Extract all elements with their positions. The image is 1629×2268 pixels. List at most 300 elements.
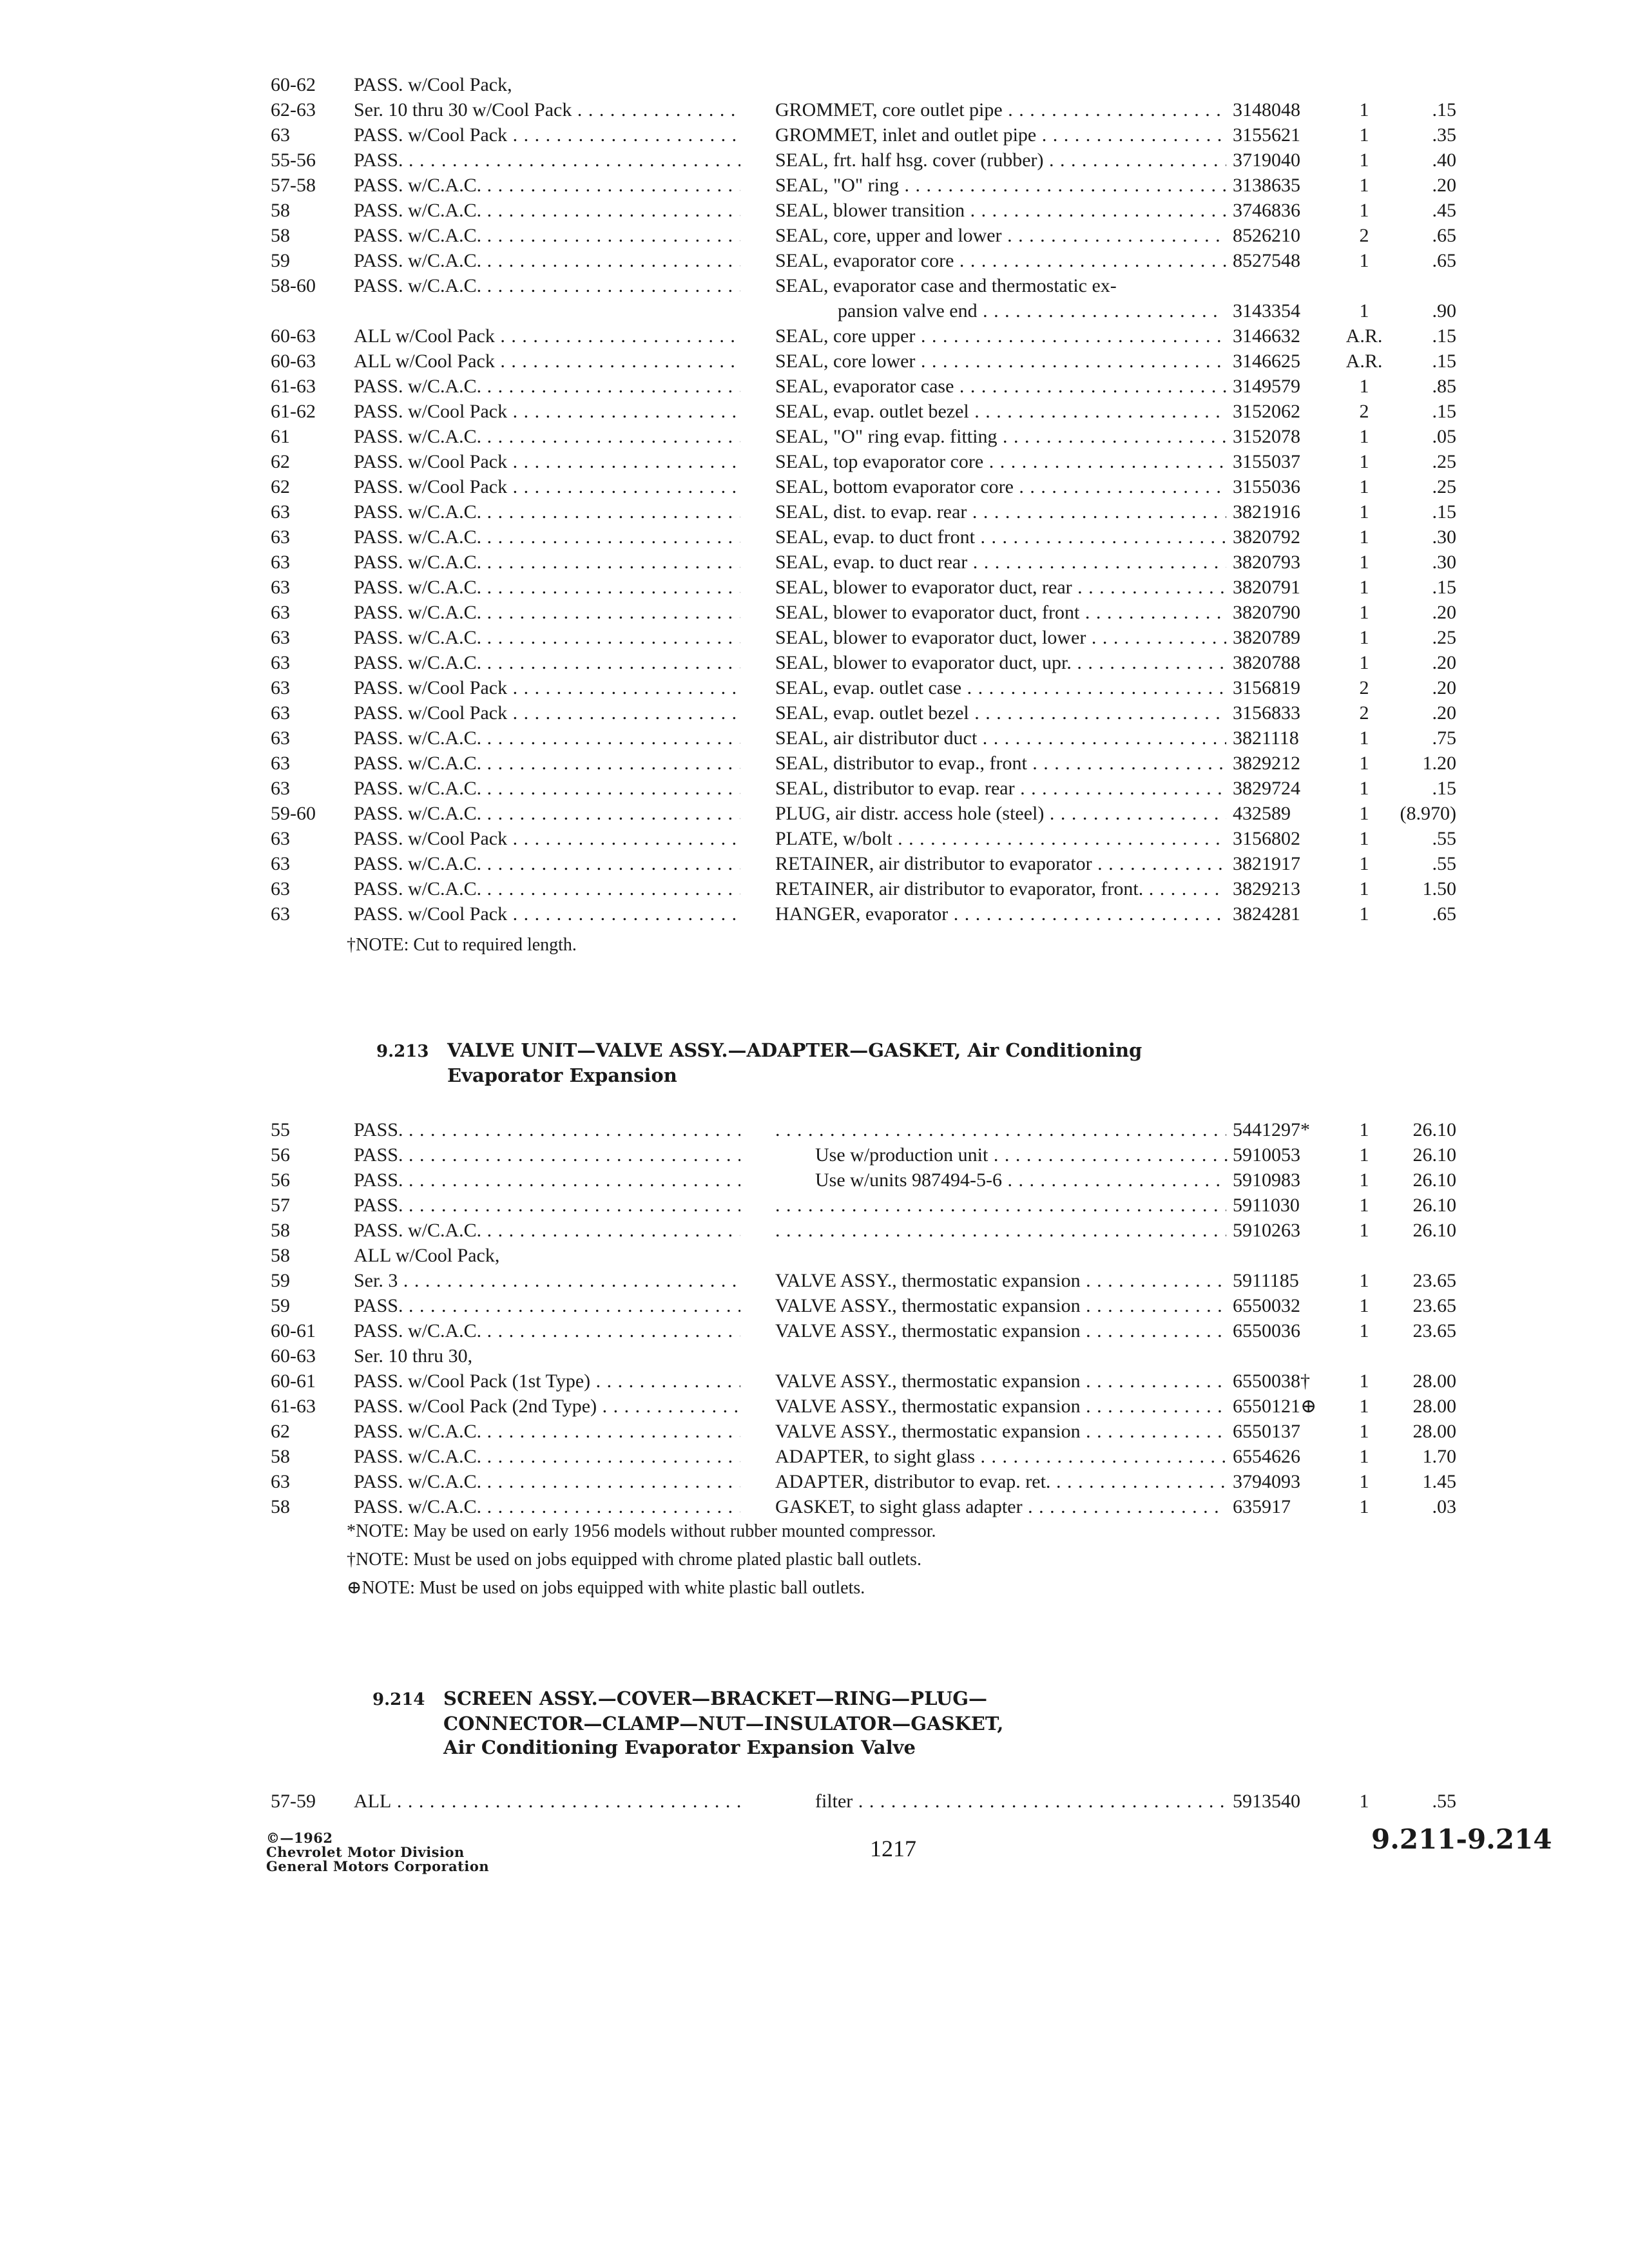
table-row [0, 148, 1629, 173]
part-description: pansion valve end . . . [838, 298, 1224, 323]
list-price: 1.20 [1422, 753, 1456, 774]
table-row [0, 474, 1629, 499]
list-price: .65 [1432, 903, 1456, 925]
quantity: 1 [1359, 1471, 1369, 1492]
part-number: 3155037 [1233, 451, 1300, 472]
list-price: .20 [1432, 602, 1456, 623]
footnote: †NOTE: Cut to required length. [347, 935, 577, 955]
list-price: .15 [1432, 501, 1456, 523]
quantity: 1 [1359, 300, 1369, 322]
list-price: 26.10 [1412, 1144, 1456, 1166]
part-description: GASKET, to sight glass adapter . . . [775, 1494, 1226, 1519]
part-number: 8526210 [1233, 225, 1300, 246]
quantity: 1 [1359, 1295, 1369, 1316]
part-description: SEAL, evap. outlet bezel . . . [775, 399, 1226, 424]
table-row [0, 1444, 1629, 1469]
model-year: 58 [271, 1220, 290, 1241]
list-price: 23.65 [1412, 1320, 1456, 1341]
part-description: SEAL, blower to evaporator duct, front . . . [775, 600, 1226, 625]
table-row [0, 1318, 1629, 1343]
table-row [0, 374, 1629, 399]
table-row [0, 424, 1629, 449]
part-description: SEAL, evap. to duct front . . . [775, 524, 1226, 550]
model-year: 58 [271, 225, 290, 246]
table-row [0, 575, 1629, 600]
part-description [775, 1218, 1226, 1243]
page-number: 1217 [870, 1836, 916, 1861]
model-year: 58 [271, 1245, 290, 1266]
model-year: 59 [271, 250, 290, 271]
part-number: 3820789 [1233, 627, 1300, 648]
part-number: 3155036 [1233, 476, 1300, 497]
model-year: 61-63 [271, 376, 316, 397]
quantity: 1 [1359, 1169, 1369, 1191]
model-applicability: PASS. w/C.A.C. . . . [354, 1494, 740, 1519]
quantity: 1 [1359, 1396, 1369, 1417]
list-price: .30 [1432, 526, 1456, 548]
part-number: 3820788 [1233, 652, 1300, 673]
model-applicability: PASS. w/C.A.C. . . . [354, 248, 740, 273]
table-row [0, 1117, 1629, 1142]
section-title-line1: SCREEN ASSY.—COVER—BRACKET—RING—PLUG— [443, 1687, 987, 1709]
quantity: 1 [1359, 149, 1369, 171]
parts-table-9-214 [0, 1789, 1629, 1814]
model-applicability: ALL w/Cool Pack . . . [354, 323, 740, 349]
quantity: 1 [1359, 451, 1369, 472]
list-price: .20 [1432, 175, 1456, 196]
part-number: 3146632 [1233, 325, 1300, 347]
section-heading-9-214 [372, 1687, 1003, 1760]
model-applicability: PASS. w/Cool Pack (2nd Type) . . . [354, 1394, 740, 1419]
table-row [0, 901, 1629, 927]
model-applicability: PASS. w/Cool Pack . . . [354, 700, 740, 726]
part-description: VALVE ASSY., thermostatic expansion . . . [775, 1293, 1226, 1318]
model-applicability: PASS. . . . [354, 1193, 740, 1218]
list-price: .20 [1432, 652, 1456, 673]
quantity: 1 [1359, 1119, 1369, 1140]
model-year: 58 [271, 200, 290, 221]
table-row [0, 323, 1629, 349]
model-applicability: PASS. w/C.A.C. . . . [354, 223, 740, 248]
model-applicability: PASS. w/C.A.C. . . . [354, 424, 740, 449]
part-description [775, 1117, 1226, 1142]
part-number: 3156802 [1233, 828, 1300, 849]
part-number: 3152062 [1233, 401, 1300, 422]
section-title-line2: Evaporator Expansion [447, 1064, 677, 1086]
model-applicability: PASS. w/Cool Pack . . . [354, 675, 740, 700]
list-price: .55 [1432, 828, 1456, 849]
part-number: 5910263 [1233, 1220, 1300, 1241]
model-applicability: PASS. w/Cool Pack . . . [354, 399, 740, 424]
list-price: .15 [1432, 401, 1456, 422]
part-description: RETAINER, air distributor to evaporator . . . [775, 851, 1226, 876]
quantity: 1 [1359, 476, 1369, 497]
quantity: 1 [1359, 376, 1369, 397]
section-title-line1: VALVE UNIT—VALVE ASSY.—ADAPTER—GASKET, Air Conditioning [447, 1039, 1142, 1061]
notes-continued [347, 933, 577, 961]
table-row [0, 675, 1629, 700]
quantity: 1 [1359, 903, 1369, 925]
part-number: 3821118 [1233, 727, 1299, 749]
model-year: 63 [271, 627, 290, 648]
part-number: 3152078 [1233, 426, 1300, 447]
part-description: SEAL, core lower . . . [775, 349, 1226, 374]
part-number: 6550038† [1233, 1370, 1310, 1392]
section-number: 9.213 [376, 1042, 429, 1061]
model-applicability: PASS. w/C.A.C. . . . [354, 600, 740, 625]
parts-table-9-213 [0, 1117, 1629, 1519]
quantity: 1 [1359, 853, 1369, 874]
table-row [0, 499, 1629, 524]
quantity: 1 [1359, 652, 1369, 673]
part-number: 3821917 [1233, 853, 1300, 874]
part-number: 3820792 [1233, 526, 1300, 548]
part-description: SEAL, blower to evaporator duct, upr. . . . [775, 650, 1226, 675]
quantity: 1 [1359, 1791, 1369, 1812]
table-row [0, 273, 1629, 298]
section-number: 9.214 [372, 1690, 425, 1709]
model-applicability: PASS. w/C.A.C. . . . [354, 726, 740, 751]
quantity: 1 [1359, 1270, 1369, 1291]
model-applicability: PASS. w/C.A.C. . . . [354, 198, 740, 223]
part-number: 8527548 [1233, 250, 1300, 271]
part-number: 635917 [1233, 1496, 1291, 1517]
part-number: 5441297* [1233, 1119, 1310, 1140]
list-price: .55 [1432, 1791, 1456, 1812]
model-year: 57 [271, 1195, 290, 1216]
quantity: 1 [1359, 627, 1369, 648]
model-applicability: PASS. w/C.A.C. . . . [354, 625, 740, 650]
part-number: 6550137 [1233, 1421, 1300, 1442]
part-number: 3820791 [1233, 577, 1300, 598]
part-number: 3829724 [1233, 778, 1300, 799]
footnote: ⊕NOTE: Must be used on jobs equipped with white plastic ball outlets. [347, 1578, 865, 1598]
list-price: .85 [1432, 376, 1456, 397]
model-year: 63 [271, 878, 290, 899]
part-number: 5910053 [1233, 1144, 1300, 1166]
quantity: 1 [1359, 803, 1369, 824]
list-price: .15 [1432, 99, 1456, 120]
model-applicability: PASS. . . . [354, 1168, 740, 1193]
model-year: 63 [271, 124, 290, 146]
part-description: SEAL, "O" ring evap. fitting . . . [775, 424, 1226, 449]
division-name: Chevrolet Motor Division [266, 1844, 465, 1860]
part-number: 3820793 [1233, 552, 1300, 573]
part-description: GROMMET, inlet and outlet pipe . . . [775, 122, 1226, 148]
section-heading-9-213 [376, 1039, 1142, 1088]
part-number: 3829212 [1233, 753, 1300, 774]
notes-9-213 [347, 1519, 936, 1604]
part-number: 5911185 [1233, 1270, 1299, 1291]
list-price: 26.10 [1412, 1220, 1456, 1241]
table-row [0, 625, 1629, 650]
table-row [0, 449, 1629, 474]
list-price: 1.45 [1422, 1471, 1456, 1492]
list-price: .25 [1432, 627, 1456, 648]
part-description: VALVE ASSY., thermostatic expansion . . . [775, 1394, 1226, 1419]
model-applicability: Ser. 10 thru 30 w/Cool Pack . . . [354, 97, 740, 122]
part-description: Use w/units 987494-5-6 . . . [815, 1168, 1228, 1193]
list-price: .65 [1432, 225, 1456, 246]
table-row [0, 826, 1629, 851]
table-row [0, 1293, 1629, 1318]
part-number: 6554626 [1233, 1446, 1300, 1467]
table-row [0, 1789, 1629, 1814]
model-year: 63 [271, 1471, 290, 1492]
list-price: .03 [1432, 1496, 1456, 1517]
model-applicability: ALL w/Cool Pack . . . [354, 349, 740, 374]
model-year: 58 [271, 1446, 290, 1467]
quantity: 1 [1359, 1370, 1369, 1392]
model-year: 63 [271, 727, 290, 749]
table-row [0, 851, 1629, 876]
table-row [0, 223, 1629, 248]
list-price: .20 [1432, 702, 1456, 724]
quantity: 1 [1359, 1496, 1369, 1517]
model-applicability: ALL . . . [354, 1789, 740, 1814]
part-description: SEAL, frt. half hsg. cover (rubber) . . . [775, 148, 1226, 173]
model-year: 62 [271, 1421, 290, 1442]
part-number: 3794093 [1233, 1471, 1300, 1492]
table-row [0, 248, 1629, 273]
list-price: .25 [1432, 451, 1456, 472]
part-description: SEAL, bottom evaporator core . . . [775, 474, 1226, 499]
quantity: 1 [1359, 250, 1369, 271]
list-price: .55 [1432, 853, 1456, 874]
table-row [0, 198, 1629, 223]
model-applicability: PASS. w/C.A.C. . . . [354, 575, 740, 600]
model-year: 63 [271, 501, 290, 523]
model-year: 60-63 [271, 351, 316, 372]
part-number: 5910983 [1233, 1169, 1300, 1191]
copyright: ©—1962 [266, 1830, 333, 1846]
model-year: 59 [271, 1270, 290, 1291]
table-row [0, 1218, 1629, 1243]
part-description: SEAL, air distributor duct . . . [775, 726, 1226, 751]
quantity: 1 [1359, 552, 1369, 573]
part-description: SEAL, evaporator case . . . [775, 374, 1226, 399]
model-applicability: PASS. w/Cool Pack, [354, 74, 512, 95]
quantity: 1 [1359, 1421, 1369, 1442]
model-applicability: PASS. w/C.A.C. . . . [354, 876, 740, 901]
table-row [0, 1268, 1629, 1293]
part-description: SEAL, blower transition . . . [775, 198, 1226, 223]
model-applicability: PASS. w/C.A.C. . . . [354, 173, 740, 198]
model-applicability: PASS. w/Cool Pack (1st Type) . . . [354, 1369, 740, 1394]
part-description: RETAINER, air distributor to evaporator, front. . . . [775, 876, 1226, 901]
model-year: 59-60 [271, 803, 316, 824]
quantity: 2 [1359, 677, 1369, 698]
part-number: 3746836 [1233, 200, 1300, 221]
footnote: *NOTE: May be used on early 1956 models without rubber mounted compressor. [347, 1521, 936, 1541]
model-year: 62-63 [271, 99, 316, 120]
part-number: 5911030 [1233, 1195, 1300, 1216]
model-year: 60-62 [271, 74, 316, 95]
quantity: 1 [1359, 727, 1369, 749]
table-row [0, 97, 1629, 122]
part-description: SEAL, distributor to evap. rear . . . [775, 776, 1226, 801]
part-number: 3143354 [1233, 300, 1300, 322]
model-applicability: PASS. w/C.A.C. . . . [354, 524, 740, 550]
quantity: 1 [1359, 200, 1369, 221]
model-year: 58 [271, 1496, 290, 1517]
model-year: 60-63 [271, 1345, 316, 1367]
model-applicability: PASS. . . . [354, 1293, 740, 1318]
table-row [0, 298, 1629, 323]
model-applicability: PASS. w/Cool Pack . . . [354, 474, 740, 499]
part-number: 432589 [1233, 803, 1291, 824]
part-number: 3156833 [1233, 702, 1300, 724]
table-row [0, 801, 1629, 826]
table-row [0, 751, 1629, 776]
publisher-block [266, 1831, 489, 1874]
model-applicability: PASS. w/C.A.C. . . . [354, 1444, 740, 1469]
part-number: 6550121⊕ [1233, 1396, 1317, 1417]
list-price: 28.00 [1412, 1396, 1456, 1417]
model-applicability: PASS. w/C.A.C. . . . [354, 1218, 740, 1243]
list-price: 26.10 [1412, 1119, 1456, 1140]
quantity: 2 [1359, 401, 1369, 422]
model-year: 63 [271, 778, 290, 799]
model-applicability: PASS. w/C.A.C. . . . [354, 499, 740, 524]
list-price: .05 [1432, 426, 1456, 447]
list-price: .40 [1432, 149, 1456, 171]
model-year: 61-62 [271, 401, 316, 422]
model-year: 63 [271, 753, 290, 774]
part-number: 3156819 [1233, 677, 1300, 698]
quantity: 1 [1359, 878, 1369, 899]
model-applicability: PASS. w/C.A.C. . . . [354, 1469, 740, 1494]
part-description: VALVE ASSY., thermostatic expansion . . . [775, 1268, 1226, 1293]
model-applicability: PASS. w/C.A.C. . . . [354, 273, 740, 298]
corporation-name: General Motors Corporation [266, 1858, 490, 1874]
model-year: 63 [271, 552, 290, 573]
list-price: 1.70 [1422, 1446, 1456, 1467]
table-row [0, 72, 1629, 97]
part-description: SEAL, evaporator core . . . [775, 248, 1226, 273]
part-number: 3138635 [1233, 175, 1300, 196]
model-applicability: PASS. w/C.A.C. . . . [354, 1318, 740, 1343]
part-description: PLATE, w/bolt . . . [775, 826, 1226, 851]
quantity: 1 [1359, 753, 1369, 774]
quantity: A.R. [1345, 325, 1383, 347]
list-price: 28.00 [1412, 1421, 1456, 1442]
list-price: .75 [1432, 727, 1456, 749]
part-description: GROMMET, core outlet pipe . . . [775, 97, 1226, 122]
model-applicability: PASS. w/C.A.C. . . . [354, 776, 740, 801]
model-applicability: Ser. 3 . . . [354, 1268, 740, 1293]
table-row [0, 1469, 1629, 1494]
part-description: VALVE ASSY., thermostatic expansion . . . [775, 1318, 1226, 1343]
part-description: PLUG, air distr. access hole (steel) . . . [775, 801, 1226, 826]
model-year: 63 [271, 903, 290, 925]
table-row [0, 1168, 1629, 1193]
quantity: 1 [1359, 1220, 1369, 1241]
model-year: 63 [271, 526, 290, 548]
table-row [0, 1142, 1629, 1168]
table-row [0, 876, 1629, 901]
model-year: 60-61 [271, 1370, 316, 1392]
part-number: 5913540 [1233, 1791, 1300, 1812]
part-description: SEAL, dist. to evap. rear . . . [775, 499, 1226, 524]
quantity: 1 [1359, 1446, 1369, 1467]
table-row [0, 349, 1629, 374]
list-price: 26.10 [1412, 1195, 1456, 1216]
list-price: .15 [1432, 577, 1456, 598]
table-row [0, 726, 1629, 751]
quantity: 1 [1359, 426, 1369, 447]
part-description: HANGER, evaporator . . . [775, 901, 1226, 927]
model-year: 61 [271, 426, 290, 447]
quantity: 1 [1359, 1320, 1369, 1341]
model-applicability: Ser. 10 thru 30, [354, 1345, 473, 1367]
model-year: 60-63 [271, 325, 316, 347]
quantity: 1 [1359, 828, 1369, 849]
model-year: 63 [271, 828, 290, 849]
footnote: †NOTE: Must be used on jobs equipped with chrome plated plastic ball outlets. [347, 1550, 921, 1570]
list-price: .20 [1432, 677, 1456, 698]
quantity: 1 [1359, 501, 1369, 523]
model-year: 55 [271, 1119, 290, 1140]
quantity: 1 [1359, 1144, 1369, 1166]
model-applicability: PASS. w/C.A.C. . . . [354, 550, 740, 575]
list-price: .30 [1432, 552, 1456, 573]
model-year: 57-58 [271, 175, 316, 196]
section-title-line2: CONNECTOR—CLAMP—NUT—INSULATOR—GASKET, [443, 1713, 1004, 1735]
table-row [0, 700, 1629, 726]
table-row [0, 550, 1629, 575]
part-number: 6550036 [1233, 1320, 1300, 1341]
table-row [0, 1193, 1629, 1218]
model-year: 63 [271, 677, 290, 698]
part-description: SEAL, "O" ring . . . [775, 173, 1226, 198]
part-number: 3146625 [1233, 351, 1300, 372]
table-row [0, 173, 1629, 198]
part-description: SEAL, top evaporator core . . . [775, 449, 1226, 474]
part-description: SEAL, evaporator case and thermostatic ex- [775, 275, 1117, 296]
part-number: 6550032 [1233, 1295, 1300, 1316]
model-applicability: PASS. . . . [354, 1117, 740, 1142]
quantity: 1 [1359, 778, 1369, 799]
quantity: 1 [1359, 602, 1369, 623]
parts-table-continued [0, 72, 1629, 927]
part-number: 3149579 [1233, 376, 1300, 397]
part-description: SEAL, core, upper and lower . . . [775, 223, 1226, 248]
part-number: 3820790 [1233, 602, 1300, 623]
list-price: 23.65 [1412, 1295, 1456, 1316]
model-applicability: ALL w/Cool Pack, [354, 1245, 500, 1266]
table-row [0, 1243, 1629, 1268]
table-row [0, 1343, 1629, 1369]
quantity: 1 [1359, 99, 1369, 120]
model-year: 63 [271, 602, 290, 623]
list-price: 1.50 [1422, 878, 1456, 899]
table-row [0, 1394, 1629, 1419]
part-number: 3821916 [1233, 501, 1300, 523]
part-description: VALVE ASSY., thermostatic expansion . . . [775, 1369, 1226, 1394]
quantity: 1 [1359, 175, 1369, 196]
list-price: .25 [1432, 476, 1456, 497]
part-description: ADAPTER, to sight glass . . . [775, 1444, 1226, 1469]
model-applicability: PASS. w/C.A.C. . . . [354, 851, 740, 876]
model-year: 59 [271, 1295, 290, 1316]
model-applicability: PASS. . . . [354, 148, 740, 173]
table-row [0, 1494, 1629, 1519]
list-price: .90 [1432, 300, 1456, 322]
list-price: 26.10 [1412, 1169, 1456, 1191]
part-description: SEAL, evap. to duct rear . . . [775, 550, 1226, 575]
model-applicability: PASS. w/Cool Pack . . . [354, 449, 740, 474]
